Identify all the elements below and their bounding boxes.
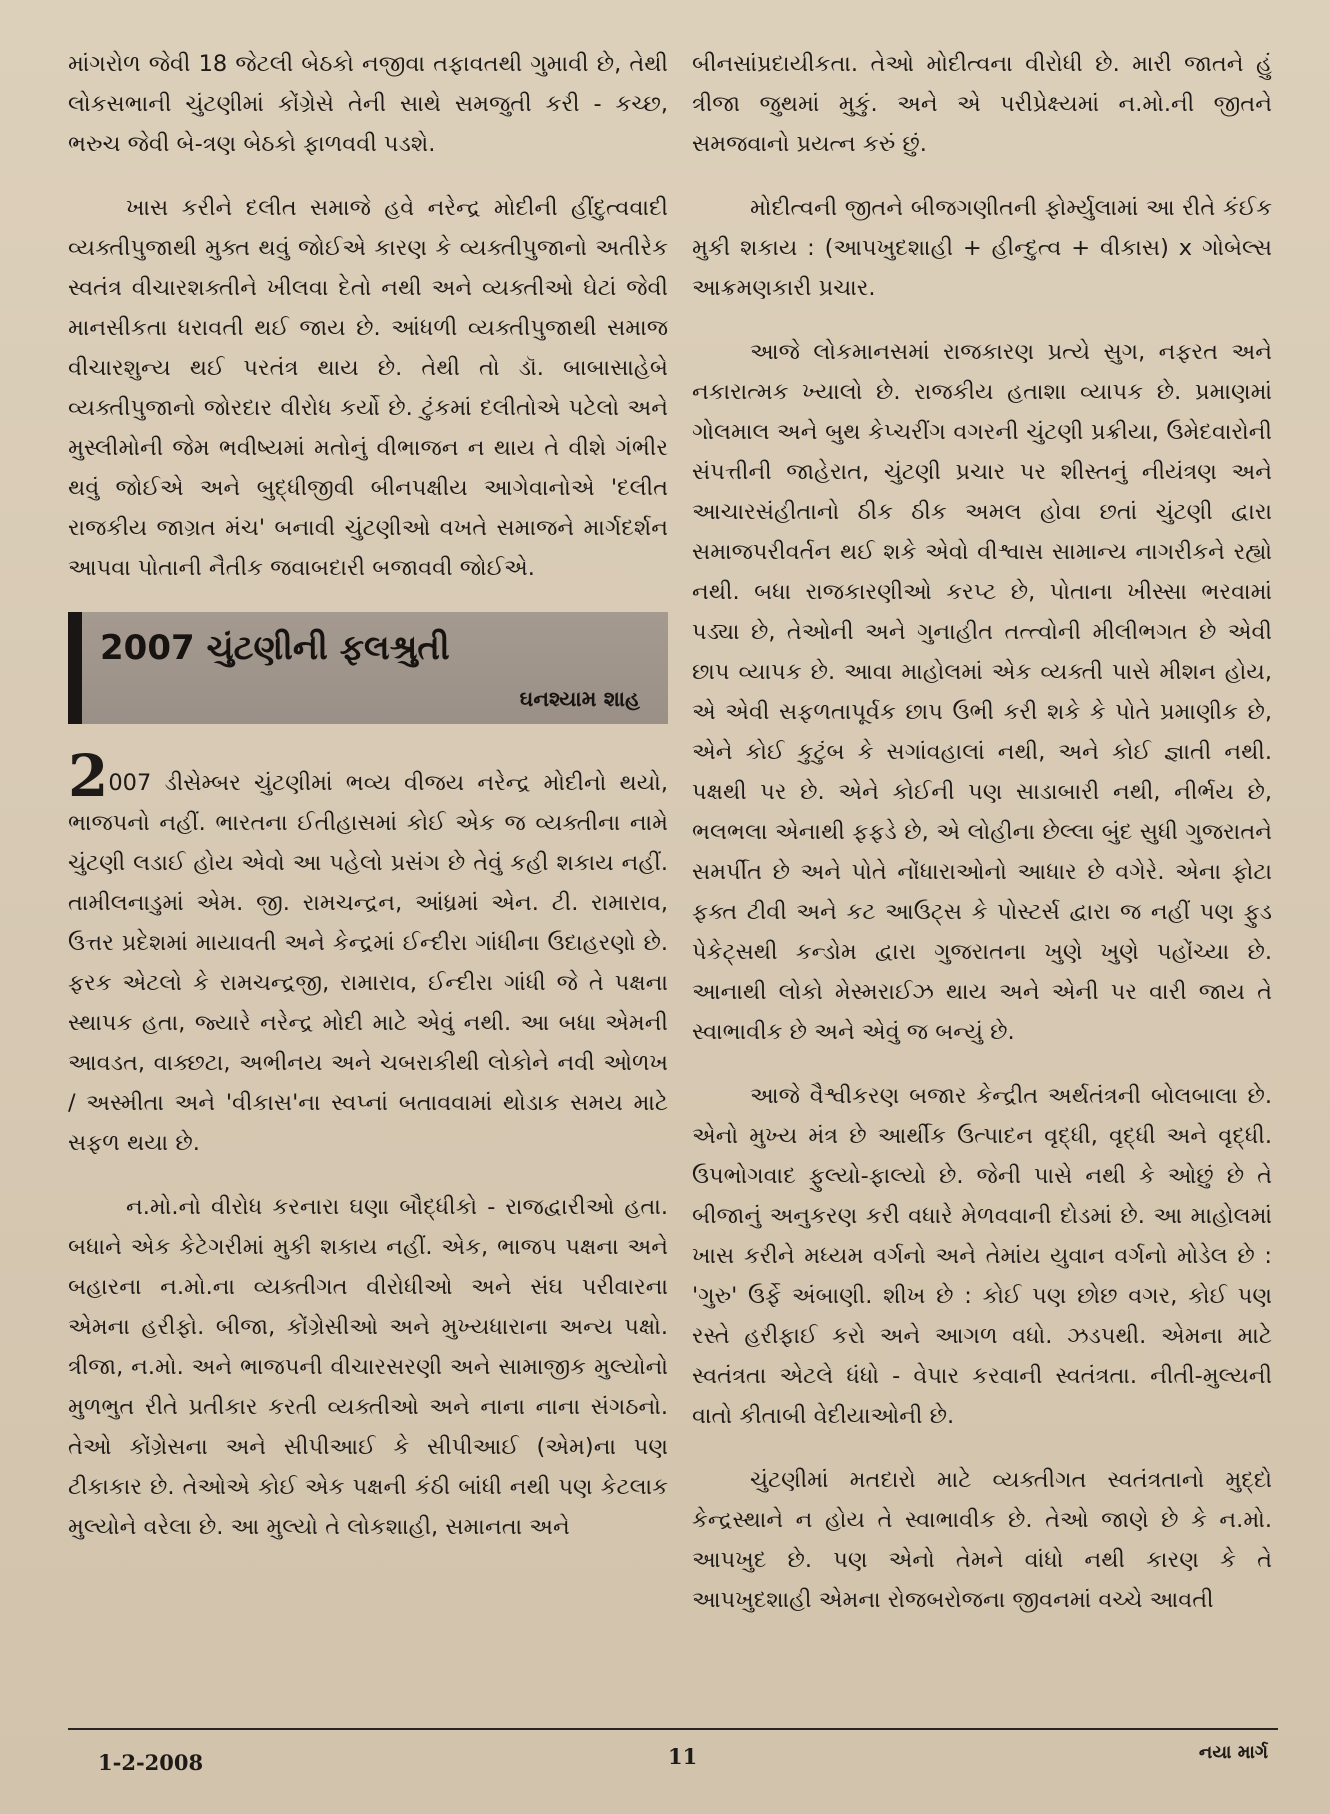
paragraph: ન.મો.નો વીરોધ કરનારા ઘણા બૌદ્ધીકો - રાજદ્વારીઓ હતા. બધાને એક કેટેગરીમાં મુકી શકાય નહીં. એક, ભાજપ પક્ષના અને બહારના ન.મો.ના વ્યક્તીગત વીરોધીઓ અને સંઘ પરીવારના એમના હરીફો. બીજા, કોંગ્રેસીઓ અને મુખ્યધારાના અન્ય પક્ષો. ત્રીજા, ન.મો. અને ભાજપની વીચારસરણી અને સામાજીક મુલ્યોનો મુળભુત રીતે પ્રતીકાર કરતી વ્યક્તીઓ અને નાના નાના સંગઠનો. તેઓ કોંગ્રેસના અને સીપીઆઈ કે સીપીઆઈ (એમ)ના પણ ટીકાકાર છે. તેઓએ કોઈ એક પક્ષની કંઠી બાંધી નથી પણ કેટલાક મુલ્યોને વરેલા છે. આ મુલ્યો તે લોકશાહી, સમાનતા અને: [68, 1194, 668, 1540]
lead-paragraph: [68, 742, 668, 1163]
right-column: [692, 44, 1272, 1644]
page-number: 11: [668, 1744, 698, 1769]
left-column: [68, 44, 668, 1571]
drop-cap: 2: [68, 742, 109, 810]
issue-date: 1-2-2008: [98, 1750, 204, 1775]
section-title-box: [68, 612, 668, 724]
paragraph: આજે વૈશ્વીકરણ બજાર કેન્દ્રીત અર્થતંત્રની બોલબાલા છે. એનો મુખ્ય મંત્ર છે આર્થીક ઉત્પાદન વૃદ્ધી, વૃદ્ધી અને વૃદ્ધી. ઉપભોગવાદ ફુલ્યો-ફાલ્યો છે. જેની પાસે નથી કે ઓછું છે તે બીજાનું અનુકરણ કરી વધારે મેળવવાની દોડમાં છે. આ માહોલમાં ખાસ કરીને મધ્યમ વર્ગનો અને તેમાંય યુવાન વર્ગનો મોડેલ છે : 'ગુરુ' ઉર્ફે અંબાણી. શીખ છે : કોઈ પણ છોછ વગર, કોઈ પણ રસ્તે હરીફાઈ કરો અને આગળ વધો. ઝડપથી. એમના માટે સ્વતંત્રતા એટલે ધંધો - વેપાર કરવાની સ્વતંત્રતા. નીતી-મુલ્યની વાતો કીતાબી વેદીયાઓની છે.: [692, 1083, 1272, 1429]
paragraph: મોદીત્વની જીતને બીજગણીતની ફોર્મ્યુલામાં આ રીતે કંઈક મુકી શકાય : (આપખુદશાહી + હીન્દુત્વ + વીકાસ) x ગોબેલ્સ આક્રમણકારી પ્રચાર.: [692, 195, 1272, 301]
paragraph: આજે લોકમાનસમાં રાજકારણ પ્રત્યે સુગ, નફરત અને નકારાત્મક ખ્યાલો છે. રાજકીય હતાશા વ્યાપક છે. પ્રમાણમાં ગોલમાલ અને બુથ કેપ્ચરીંગ વગરની ચુંટણી પ્રક્રીયા, ઉમેદવારોની સંપત્તીની જાહેરાત, ચુંટણી પ્રચાર પર શીસ્તનું નીયંત્રણ અને આચારસંહીતાનો ઠીક ઠીક અમલ હોવા છતાં ચુંટણી દ્વારા સમાજપરીવર્તન થઈ શકે એવો વીશ્વાસ સામાન્ય નાગરીકને રહ્યો નથી. બધા રાજકારણીઓ કરપ્ટ છે, પોતાના ખીસ્સા ભરવામાં પડ્યા છે, તેઓની અને ગુનાહીત તત્ત્વોની મીલીભગત છે એવી છાપ વ્યાપક છે. આવા માહોલમાં એક વ્યક્તી પાસે મીશન હોય, એ એવી સફળતાપૂર્વક છાપ ઉભી કરી શકે કે પોતે પ્રમાણીક છે, એને કોઈ કુટુંબ કે સગાંવહાલાં નથી, અને કોઈ જ્ઞાતી નથી. પક્ષથી પર છે. એને કોઈની પણ સાડાબારી નથી, નીર્ભય છે, ભલભલા એનાથી ફફડે છે, એ લોહીના છેલ્લા બુંદ સુધી ગુજરાતને સમર્પીત છે અને પોતે નોંધારાઓનો આધાર છે વગેરે. એના ફોટા ફક્ત ટીવી અને કટ આઉટ્સ કે પોસ્ટર્સ દ્વારા જ નહીં પણ ફુડ પેકેટ્સથી કન્ડોમ દ્વારા ગુજરાતના ખુણે ખુણે પહોંચ્યા છે. આનાથી લોકો મેસ્મરાઈઝ થાય અને એની પર વારી જાય તે સ્વાભાવીક છે અને એવું જ બન્યું છે.: [692, 339, 1272, 1045]
section-title: 2007 ચુંટણીની ફલશ્રુતી: [100, 628, 450, 668]
section-author: ઘનશ્યામ શાહ: [519, 687, 640, 711]
magazine-name: નયા માર્ગ: [1198, 1742, 1268, 1763]
paragraph: ચુંટણીમાં મતદારો માટે વ્યક્તીગત સ્વતંત્રતાનો મુદ્દો કેન્દ્રસ્થાને ન હોય તે સ્વાભાવીક છે. તેઓ જાણે છે કે ન.મો. આપખુદ છે. પણ એનો તેમને વાંધો નથી કારણ કે તે આપખુદશાહી એમના રોજબરોજના જીવનમાં વચ્ચે આવતી: [692, 1467, 1272, 1613]
paragraph: ખાસ કરીને દલીત સમાજે હવે નરેન્દ્ર મોદીની હીંદુત્વવાદી વ્યક્તીપુજાથી મુક્ત થવું જોઈએ કારણ કે વ્યક્તીપુજાનો અતીરેક સ્વતંત્ર વીચારશક્તીને ખીલવા દેતો નથી અને વ્યક્તીઓ ઘેટાં જેવી માનસીકતા ધરાવતી થઈ જાય છે. આંધળી વ્યક્તીપુજાથી સમાજ વીચારશુન્ય થઈ પરતંત્ર થાય છે. તેથી તો ડૉ. બાબાસાહેબે વ્યક્તીપુજાનો જોરદાર વીરોધ કર્યો છે. ટુંકમાં દલીતોએ પટેલો અને મુસ્લીમોની જેમ ભવીષ્યમાં મતોનું વીભાજન ન થાય તે વીશે ગંભીર થવું જોઈએ અને બુદ્ધીજીવી બીનપક્ષીય આગેવાનોએ 'દલીત રાજકીય જાગ્રત મંચ' બનાવી ચુંટણીઓ વખતે સમાજને માર્ગદર્શન આપવા પોતાની નૈતીક જવાબદારી બજાવવી જોઈએ.: [68, 195, 668, 581]
lead-paragraph-text: 007 ડીસેમ્બર ચુંટણીમાં ભવ્ય વીજય નરેન્દ્ર મોદીનો થયો, ભાજપનો નહીં. ભારતના ઈતીહાસમાં કોઈ એક જ વ્યક્તીના નામે ચુંટણી લડાઈ હોય એવો આ પહેલો પ્રસંગ છે તેવું કહી શકાય નહીં. તામીલનાડુમાં એમ. જી. રામચન્દ્રન, આંધ્રમાં એન. ટી. રામારાવ, ઉત્તર પ્રદેશમાં માયાવતી અને કેન્દ્રમાં ઈન્દીરા ગાંધીના ઉદાહરણો છે. ફરક એટલો કે રામચન્દ્રજી, રામારાવ, ઈન્દીરા ગાંધી જે તે પક્ષના સ્થાપક હતા, જ્યારે નરેન્દ્ર મોદી માટે એવું નથી. આ બધા એમની આવડત, વાક્છટા, અભીનય અને ચબરાકીથી લોકોને નવી ઓળખ / અસ્મીતા અને 'વીકાસ'ના સ્વપ્નાં બતાવવામાં થોડાક સમય માટે સફળ થયા છે.: [68, 770, 668, 1156]
paragraph: માંગરોળ જેવી 18 જેટલી બેઠકો નજીવા તફાવતથી ગુમાવી છે, તેથી લોકસભાની ચુંટણીમાં કોંગ્રેસે તેની સાથે સમજુતી કરી - કચ્છ, ભરુચ જેવી બે-ત્રણ બેઠકો ફાળવવી પડશે.: [68, 51, 668, 157]
paragraph: બીનસાંપ્રદાયીકતા. તેઓ મોદીત્વના વીરોધી છે. મારી જાતને હું ત્રીજા જુથમાં મુકું. અને એ પરીપ્રેક્ષ્યમાં ન.મો.ની જીતને સમજવાનો પ્રયત્ન કરું છું.: [692, 51, 1272, 157]
page-footer: [68, 1728, 1278, 1790]
